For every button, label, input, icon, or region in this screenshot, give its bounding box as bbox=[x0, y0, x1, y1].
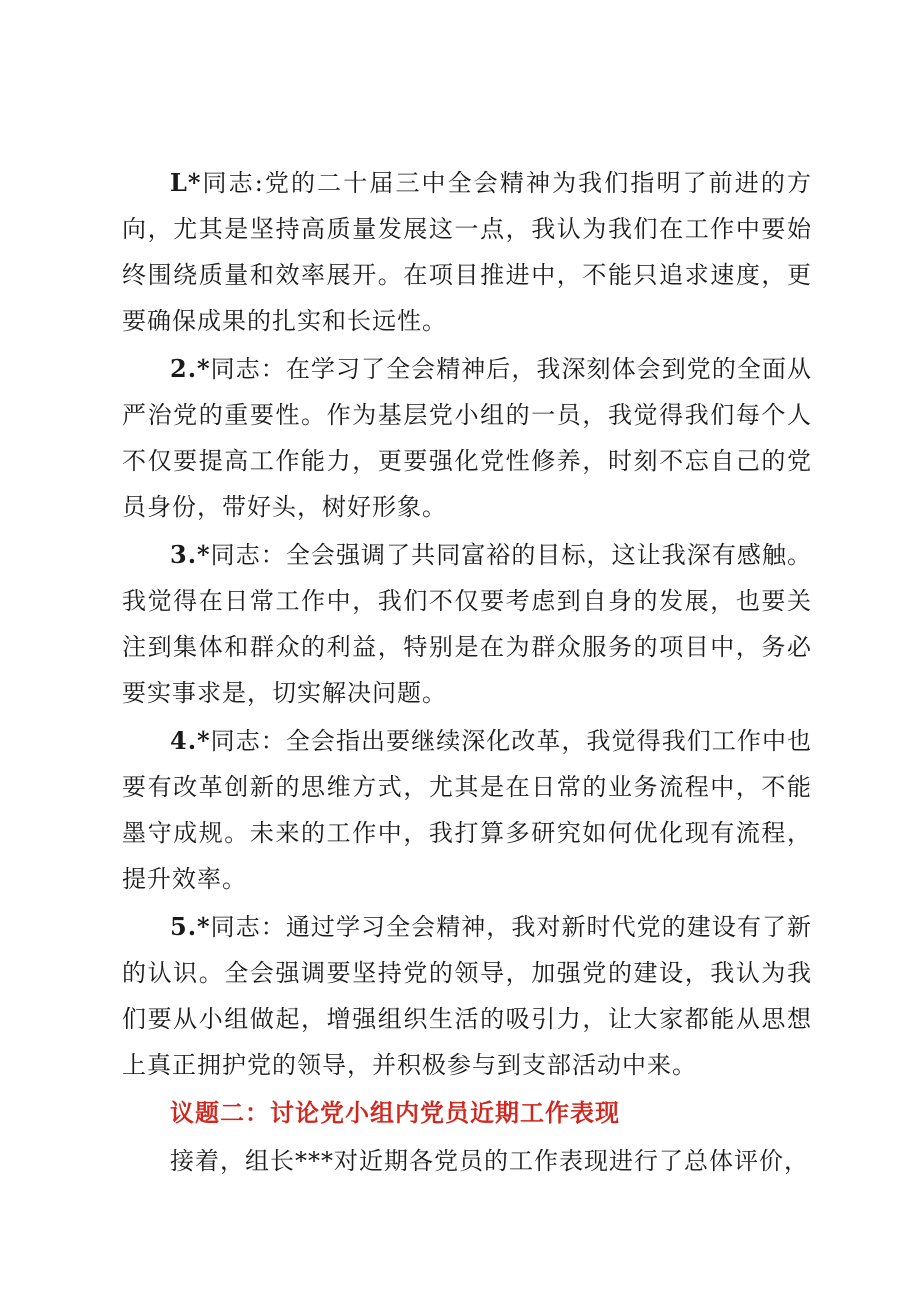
paragraph-4 bbox=[122, 718, 812, 902]
section-heading: 议题二：讨论党小组内党员近期工作表现 bbox=[170, 1098, 620, 1127]
paragraph-lead: L* bbox=[170, 168, 202, 197]
paragraph-text: 同志:党的二十届三中全会精神为我们指明了前进的方向，尤其是坚持高质量发展这一点，我认为我们在工作中要始终围绕质量和效率展开。在项目推进中，不能只追求速度，更要确保成果的扎实和长远性。 bbox=[122, 169, 812, 335]
paragraph-text: 同志：在学习了全会精神后，我深刻体会到党的全面从严治党的重要性。作为基层党小组的一员，我觉得我们每个人不仅要提高工作能力，更要强化党性修养，时刻不忘自己的党员身份，带好头，树好形象。 bbox=[122, 355, 812, 521]
paragraph-text: 同志：全会强调了共同富裕的目标，这让我深有感触。我觉得在日常工作中，我们不仅要考虑到自身的发展，也要关注到集体和群众的利益，特别是在为群众服务的项目中，务必要实事求是，切实解决问题。 bbox=[122, 541, 812, 707]
paragraph-text: 同志：全会指出要继续深化改革，我觉得我们工作中也要有改革创新的思维方式，尤其是在日常的业务流程中，不能墨守成规。未来的工作中，我打算多研究如何优化现有流程，提升效率。 bbox=[122, 727, 812, 893]
paragraph-3 bbox=[122, 532, 812, 716]
paragraph-1 bbox=[122, 160, 812, 344]
paragraph-lead: 5.* bbox=[170, 912, 211, 941]
document-page bbox=[122, 160, 812, 1186]
paragraph-lead: 3.* bbox=[170, 540, 211, 569]
paragraph-lead: 4.* bbox=[170, 726, 211, 755]
paragraph-text: 同志：通过学习全会精神，我对新时代党的建设有了新的认识。全会强调要坚持党的领导，加强党的建设，我认为我们要从小组做起，增强组织生活的吸引力，让大家都能从思想上真正拥护党的领导，并积极参与到支部活动中来。 bbox=[122, 913, 812, 1079]
paragraph-lead: 2.* bbox=[170, 354, 211, 383]
paragraph-5 bbox=[122, 904, 812, 1088]
closing-paragraph: 接着，组长***对近期各党员的工作表现进行了总体评价， bbox=[170, 1147, 809, 1175]
paragraph-2 bbox=[122, 346, 812, 530]
